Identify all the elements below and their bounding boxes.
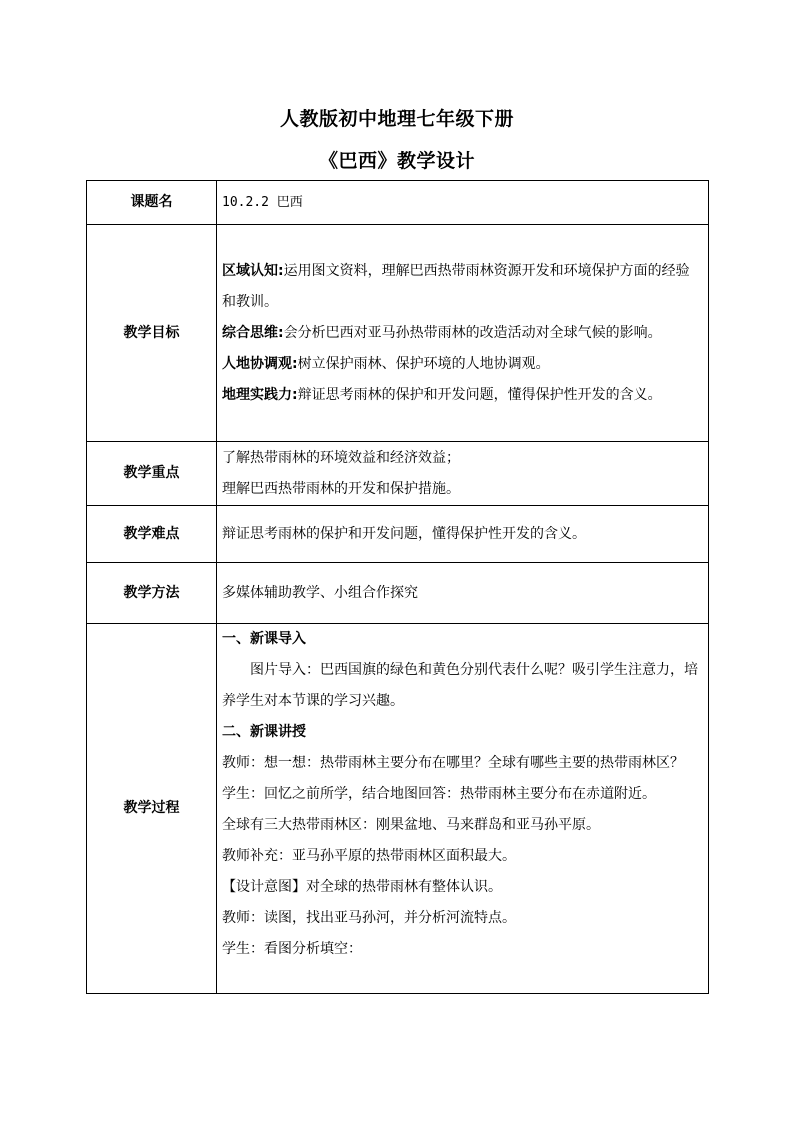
process-line: 学生：看图分析填空： [222,941,362,957]
goal-item [222,256,703,318]
goal-text: 辩证思考雨林的保护和开发问题，懂得保护性开发的含义。 [297,386,662,403]
key-points-header: 教学重点 [87,442,217,506]
goal-text: 运用图文资料，理解巴西热带雨林资源开发和环境保护方面的经验和教训。 [222,262,690,310]
document-title: 人教版初中地理七年级下册 [279,108,514,130]
process-line: 学生：回忆之前所学，结合地图回答：热带雨林主要分布在赤道附近。 [222,786,656,802]
process-content [217,624,709,994]
topic-header: 课题名 [87,181,217,225]
key-points-content [217,442,709,506]
goal-label: 区域认知: [222,262,284,279]
topic-value [217,181,709,225]
key-point-line: 了解热带雨林的环境效益和经济效益； [222,449,460,466]
process-line: 教师补充：亚马孙平原的热带雨林区面积最大。 [222,848,516,864]
topic-value-text: 10.2.2 巴西 [222,195,303,210]
goal-label: 综合思维: [222,324,284,341]
document-subtitle: 《巴西》教学设计 [318,150,475,172]
goal-item [222,318,703,349]
goal-label: 人地协调观: [222,355,298,372]
goal-text: 树立保护雨林、保护环境的人地协调观。 [297,355,550,372]
method-content: 多媒体辅助教学、小组合作探究 [217,563,709,624]
difficulty-content: 辩证思考雨林的保护和开发问题，懂得保护性开发的含义。 [217,506,709,563]
process-line: 教师：想一想：热带雨林主要分布在哪里？全球有哪些主要的热带雨林区？ [222,755,684,771]
table-row-topic [87,181,709,225]
table-row-key-points [87,442,709,506]
difficulty-header: 教学难点 [87,506,217,563]
table-row-process [87,624,709,994]
table-row-method [87,563,709,624]
key-point-line: 理解巴西热带雨林的开发和保护措施。 [222,480,460,497]
goals-content [217,225,709,442]
goal-item [222,349,703,380]
goal-label: 地理实践力: [222,386,298,403]
table-row-goals [87,225,709,442]
section-heading: 二、新课讲授 [222,724,306,740]
goals-header: 教学目标 [87,225,217,442]
table-row-difficulty [87,506,709,563]
process-line: 【设计意图】对全球的热带雨林有整体认识。 [222,879,502,895]
process-line: 全球有三大热带雨林区：刚果盆地、马来群岛和亚马孙平原。 [222,817,600,833]
goal-item [222,380,703,411]
section-text: 图片导入：巴西国旗的绿色和黄色分别代表什么呢？吸引学生注意力，培养学生对本节课的学习兴趣。 [222,662,698,709]
section-heading: 一、新课导入 [222,631,306,647]
process-line: 教师：读图，找出亚马孙河，并分析河流特点。 [222,910,516,926]
lesson-plan-table [86,180,709,994]
method-header: 教学方法 [87,563,217,624]
goal-text: 会分析巴西对亚马孙热带雨林的改造活动对全球气候的影响。 [283,324,662,341]
process-header: 教学过程 [87,624,217,994]
